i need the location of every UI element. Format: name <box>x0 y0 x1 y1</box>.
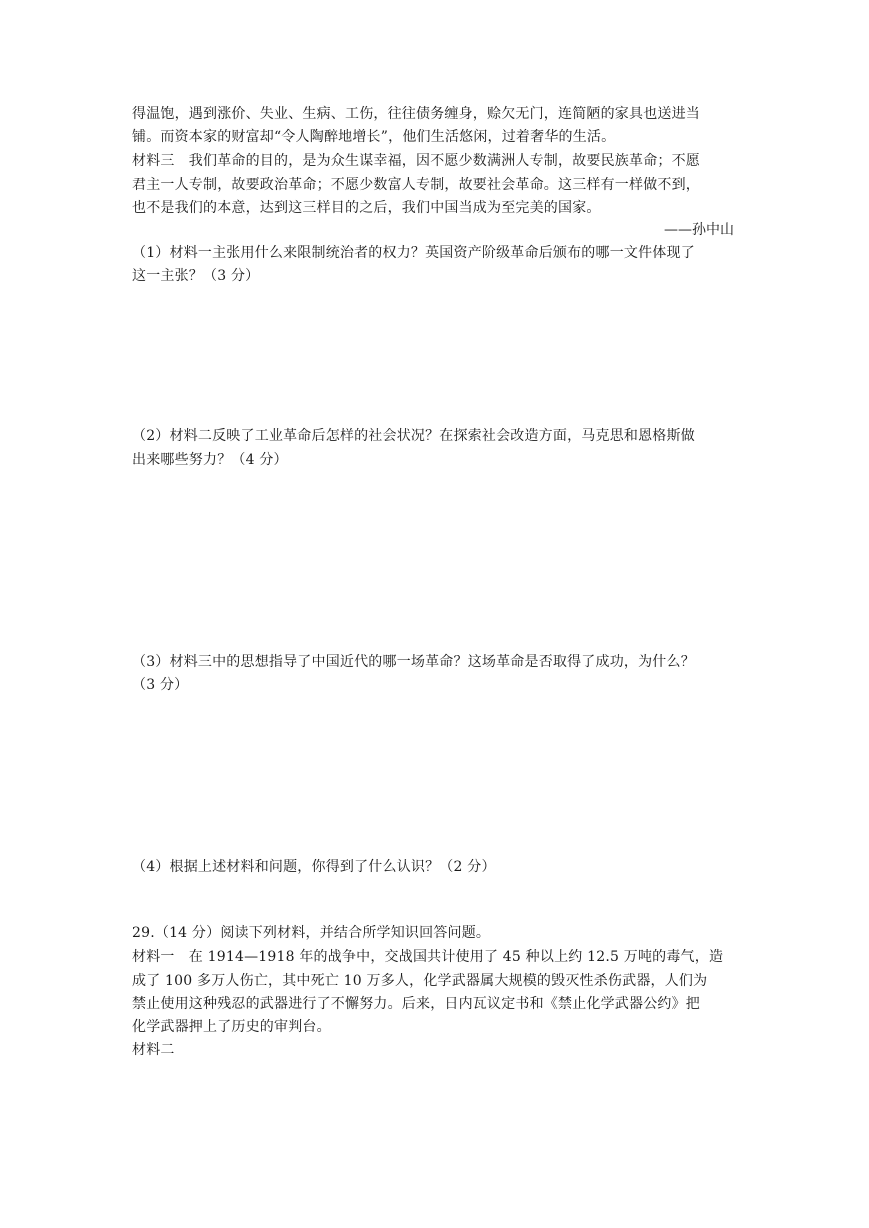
question-1-text: （1）材料一主张用什么来限制统治者的权力？英国资产阶级革命后颁布的哪一文件体现了 <box>132 245 695 261</box>
question-29-material-one-line: 成了 100 多万人伤亡，其中死亡 10 万多人，化学武器属大规模的毁灭性杀伤武器，人们为 <box>132 973 708 989</box>
question-1-text: 这一主张？（3 分） <box>132 268 260 284</box>
question-4-text: （4）根据上述材料和问题，你得到了什么认识？（2 分） <box>132 859 496 875</box>
question-2-text: 出来哪些努力？（4 分） <box>132 452 288 468</box>
question-29-material-one-line: 化学武器押上了历史的审判台。 <box>132 1019 331 1035</box>
material-two-text-line: 得温饱，遇到涨价、失业、生病、工伤，往往债务缠身，赊欠无门，连简陋的家具也送进当 <box>132 106 700 122</box>
material-three-text-line: 君主一人专制，故要政治革命；不愿少数富人专制，故要社会革命。这三样有一样做不到， <box>132 177 700 193</box>
material-two-text-line: 铺。而资本家的财富却“令人陶醉地增长”，他们生活悠闲，过着奢华的生活。 <box>132 129 616 145</box>
question-29-header: 29.（14 分）阅读下列材料，并结合所学知识回答问题。 <box>132 925 491 941</box>
question-29-material-two-label: 材料二 <box>132 1042 175 1058</box>
material-three-text-line: 也不是我们的本意，达到这三样目的之后，我们中国当成为至完美的国家。 <box>132 200 601 216</box>
question-3-text: （3 分） <box>132 677 189 693</box>
material-three-attribution: ——孙中山 <box>664 222 734 238</box>
question-3-text: （3）材料三中的思想指导了中国近代的哪一场革命？这场革命是否取得了成功，为什么？ <box>132 654 695 670</box>
question-2-text: （2）材料二反映了工业革命后怎样的社会状况？在探索社会改造方面，马克思和恩格斯做 <box>132 428 695 444</box>
question-29-material-one-line: 材料一 在 1914—1918 年的战争中，交战国共计使用了 45 种以上约 12.5 万吨的毒气，造 <box>132 949 724 965</box>
question-29-material-one-line: 禁止使用这种残忍的武器进行了不懈努力。后来，日内瓦议定书和《禁止化学武器公约》把 <box>132 996 700 1012</box>
material-three-text-line: 材料三 我们革命的目的，是为众生谋幸福，因不愿少数满洲人专制，故要民族革命；不愿 <box>132 153 700 169</box>
